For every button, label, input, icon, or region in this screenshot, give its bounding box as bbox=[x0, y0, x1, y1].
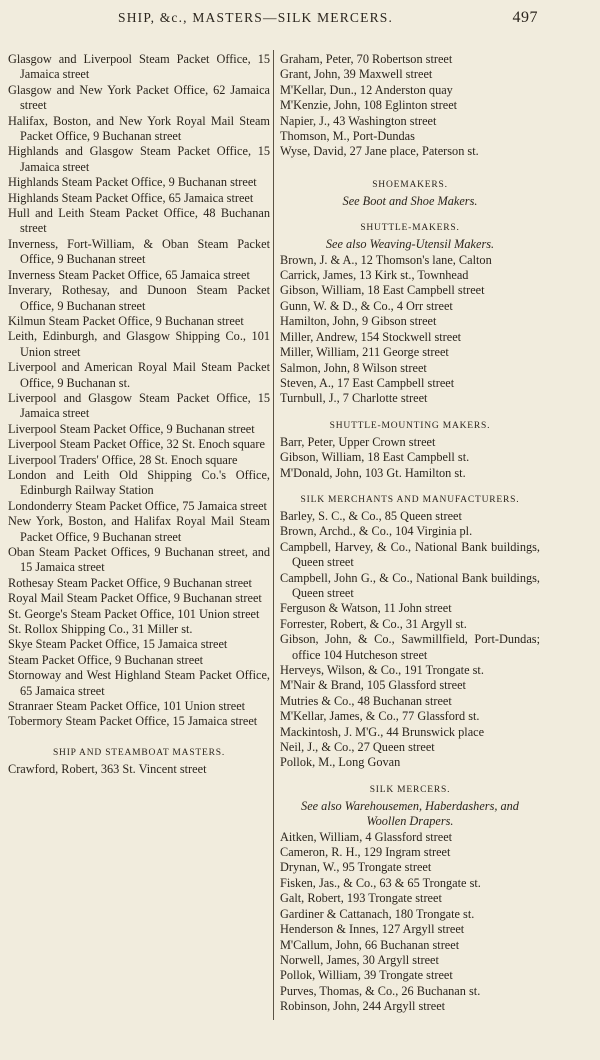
directory-entry: Londonderry Steam Packet Office, 75 Jamaica street bbox=[8, 498, 267, 513]
directory-entry: Wyse, David, 27 Jane place, Paterson st. bbox=[280, 144, 479, 159]
directory-entry: Campbell, Harvey, & Co., National Bank buildings, Queen street bbox=[280, 539, 540, 570]
directory-entry: Oban Steam Packet Offices, 9 Buchanan street, and 15 Jamaica street bbox=[8, 545, 270, 575]
page-number: 497 bbox=[512, 9, 538, 26]
ship-masters-heading: SHIP AND STEAMBOAT MASTERS. bbox=[52, 747, 226, 758]
directory-entry: Rothesay Steam Packet Office, 9 Buchanan street bbox=[8, 575, 252, 590]
directory-entry: Ferguson & Watson, 11 John street bbox=[280, 601, 452, 616]
directory-entry: Liverpool and Glasgow Steam Packet Office, 15 Jamaica street bbox=[8, 390, 270, 421]
directory-entry: Robinson, John, 244 Argyll street bbox=[280, 999, 446, 1014]
directory-entry: St. Rollox Shipping Co., 31 Miller st. bbox=[8, 622, 193, 637]
directory-entry: Grant, John, 39 Maxwell street bbox=[280, 67, 433, 82]
directory-entry: M'Kenzie, John, 108 Eglinton street bbox=[280, 98, 458, 113]
steam-packet-offices-list bbox=[8, 52, 270, 730]
directory-entry: M'Nair & Brand, 105 Glassford street bbox=[280, 678, 466, 693]
directory-entry: Turnbull, J., 7 Charlotte street bbox=[280, 391, 428, 406]
directory-entry: Barley, S. C., & Co., 85 Queen street bbox=[280, 508, 462, 523]
directory-entry: St. George's Steam Packet Office, 101 Union street bbox=[8, 606, 260, 621]
directory-entry: Glasgow and New York Packet Office, 62 Jamaica street bbox=[8, 82, 270, 113]
directory-entry: Brown, J. & A., 12 Thomson's lane, Calton bbox=[280, 252, 492, 267]
directory-entry: Stornoway and West Highland Steam Packet Office, 65 Jamaica street bbox=[8, 668, 270, 698]
directory-entry: Campbell, John G., & Co., National Bank buildings, Queen street bbox=[280, 570, 540, 600]
directory-entry: Glasgow and Liverpool Steam Packet Office, 15 Jamaica street bbox=[8, 52, 270, 82]
directory-entry: Mackintosh, J. M'G., 44 Brunswick place bbox=[280, 724, 485, 739]
directory-entry: Norwell, James, 30 Argyll street bbox=[280, 952, 439, 967]
directory-entry: Liverpool Traders' Office, 28 St. Enoch square bbox=[8, 452, 238, 467]
shuttle-makers-heading: SHUTTLE-MAKERS. bbox=[360, 223, 460, 234]
directory-entry: Henderson & Innes, 127 Argyll street bbox=[280, 922, 465, 937]
directory-entry: Hamilton, John, 9 Gibson street bbox=[280, 314, 437, 329]
directory-entry: Hull and Leith Steam Packet Office, 48 Buchanan street bbox=[8, 206, 270, 236]
directory-entry: Miller, William, 211 George street bbox=[280, 345, 449, 360]
directory-entry: Napier, J., 43 Washington street bbox=[280, 113, 437, 128]
silk-mercers-list bbox=[280, 830, 540, 1015]
directory-entry: Stranraer Steam Packet Office, 101 Union street bbox=[8, 699, 246, 714]
directory-entry: Thomson, M., Port-Dundas bbox=[280, 129, 415, 144]
directory-entry: Gardiner & Cattanach, 180 Trongate st. bbox=[280, 906, 475, 921]
shuttle-makers-list bbox=[280, 253, 540, 407]
shoemakers-see-reference: See Boot and Shoe Makers. bbox=[342, 193, 478, 208]
directory-entry: Liverpool Steam Packet Office, 9 Buchanan street bbox=[8, 421, 255, 436]
directory-entry: Tobermory Steam Packet Office, 15 Jamaica street bbox=[8, 714, 258, 729]
directory-entry: Steven, A., 17 East Campbell street bbox=[280, 375, 455, 390]
silk-mercers-heading: SILK MERCERS. bbox=[369, 784, 451, 795]
directory-entry: Neil, J., & Co., 27 Queen street bbox=[280, 740, 435, 755]
directory-entry: Barr, Peter, Upper Crown street bbox=[280, 434, 436, 449]
directory-entry: Cameron, R. H., 129 Ingram street bbox=[280, 845, 451, 860]
silk-mercers-see-reference: See also Warehousemen, Haberdashers, and Woollen Drapers. bbox=[301, 798, 519, 829]
directory-entry: Kilmun Steam Packet Office, 9 Buchanan street bbox=[8, 313, 244, 328]
silk-merchants-heading: SILK MERCHANTS AND MANUFACTURERS. bbox=[300, 494, 520, 505]
directory-entry: Pollok, M., Long Govan bbox=[280, 755, 401, 770]
directory-entry: M'Callum, John, 66 Buchanan street bbox=[280, 937, 460, 952]
directory-entry: Royal Mail Steam Packet Office, 9 Buchanan street bbox=[8, 591, 262, 606]
directory-entry: Gibson, William, 18 East Campbell st. bbox=[280, 450, 470, 465]
directory-entry: Highlands and Glasgow Steam Packet Office, 15 Jamaica street bbox=[8, 144, 270, 174]
directory-entry: Gibson, John, & Co., Sawmillfield, Port-Dundas; office 104 Hutcheson street bbox=[280, 632, 540, 662]
silk-merchants-list bbox=[280, 509, 540, 771]
directory-entry: M'Kellar, Dun., 12 Anderston quay bbox=[280, 82, 453, 97]
directory-entry: London and Leith Old Shipping Co.'s Office, Edinburgh Railway Station bbox=[8, 467, 270, 498]
directory-entry: Inverness Steam Packet Office, 65 Jamaica street bbox=[8, 267, 250, 282]
directory-entry: Skye Steam Packet Office, 15 Jamaica street bbox=[8, 637, 228, 652]
directory-entry: Salmon, John, 8 Wilson street bbox=[280, 360, 427, 375]
ship-masters-list bbox=[8, 762, 270, 777]
directory-entry: Pollok, William, 39 Trongate street bbox=[280, 968, 453, 983]
right-column bbox=[280, 52, 540, 1015]
left-column bbox=[8, 52, 270, 777]
directory-entry: Liverpool and American Royal Mail Steam Packet Office, 9 Buchanan st. bbox=[8, 360, 270, 390]
page-header bbox=[0, 8, 600, 34]
directory-entry: Inverary, Rothesay, and Dunoon Steam Packet Office, 9 Buchanan street bbox=[8, 283, 270, 313]
directory-entry: Purves, Thomas, & Co., 26 Buchanan st. bbox=[280, 983, 481, 998]
shoemakers-heading: SHOEMAKERS. bbox=[372, 179, 448, 190]
directory-entry: Forrester, Robert, & Co., 31 Argyll st. bbox=[280, 616, 467, 631]
directory-entry: Miller, Andrew, 154 Stockwell street bbox=[280, 329, 462, 344]
directory-entry: Leith, Edinburgh, and Glasgow Shipping Co., 101 Union street bbox=[8, 329, 270, 359]
directory-entry: Herveys, Wilson, & Co., 191 Trongate st. bbox=[280, 663, 484, 677]
directory-entry: Inverness, Fort-William, & Oban Steam Packet Office, 9 Buchanan street bbox=[8, 236, 270, 267]
directory-entry: M'Kellar, James, & Co., 77 Glassford st. bbox=[280, 709, 480, 724]
directory-entry: Carrick, James, 13 Kirk st., Townhead bbox=[280, 268, 469, 283]
directory-entry: Galt, Robert, 193 Trongate street bbox=[280, 891, 442, 906]
running-head: SHIP, &c., MASTERS—SILK MERCERS. bbox=[118, 10, 394, 25]
ship-masters-continued-list bbox=[280, 52, 540, 160]
directory-entry: Crawford, Robert, 363 St. Vincent street bbox=[8, 761, 207, 776]
directory-entry: Gibson, William, 18 East Campbell street bbox=[280, 283, 485, 298]
directory-entry: M'Donald, John, 103 Gt. Hamilton st. bbox=[280, 465, 466, 480]
directory-entry: Liverpool Steam Packet Office, 32 St. Enoch square bbox=[8, 437, 265, 452]
directory-entry: Aitken, William, 4 Glassford street bbox=[280, 829, 453, 844]
directory-entry: New York, Boston, and Halifax Royal Mail Steam Packet Office, 9 Buchanan street bbox=[8, 514, 270, 544]
column-divider bbox=[273, 50, 274, 1020]
directory-entry: Gunn, W. & D., & Co., 4 Orr street bbox=[280, 298, 453, 313]
directory-entry: Mutries & Co., 48 Buchanan street bbox=[280, 693, 452, 708]
directory-entry: Brown, Archd., & Co., 104 Virginia pl. bbox=[280, 524, 473, 539]
directory-entry: Steam Packet Office, 9 Buchanan street bbox=[8, 652, 204, 667]
directory-entry: Drynan, W., 95 Trongate street bbox=[280, 860, 432, 875]
directory-entry: Highlands Steam Packet Office, 9 Buchanan street bbox=[8, 175, 257, 190]
directory-entry: Halifax, Boston, and New York Royal Mail Steam Packet Office, 9 Buchanan street bbox=[8, 113, 270, 144]
directory-entry: Fisken, Jas., & Co., 63 & 65 Trongate st. bbox=[280, 875, 481, 890]
directory-entry: Graham, Peter, 70 Robertson street bbox=[280, 52, 453, 66]
shuttle-makers-see-reference: See also Weaving-Utensil Makers. bbox=[325, 237, 495, 252]
directory-entry: Highlands Steam Packet Office, 65 Jamaica street bbox=[8, 190, 254, 205]
shuttle-mounting-list bbox=[280, 435, 540, 481]
shuttle-mounting-heading: SHUTTLE-MOUNTING MAKERS. bbox=[329, 420, 491, 431]
